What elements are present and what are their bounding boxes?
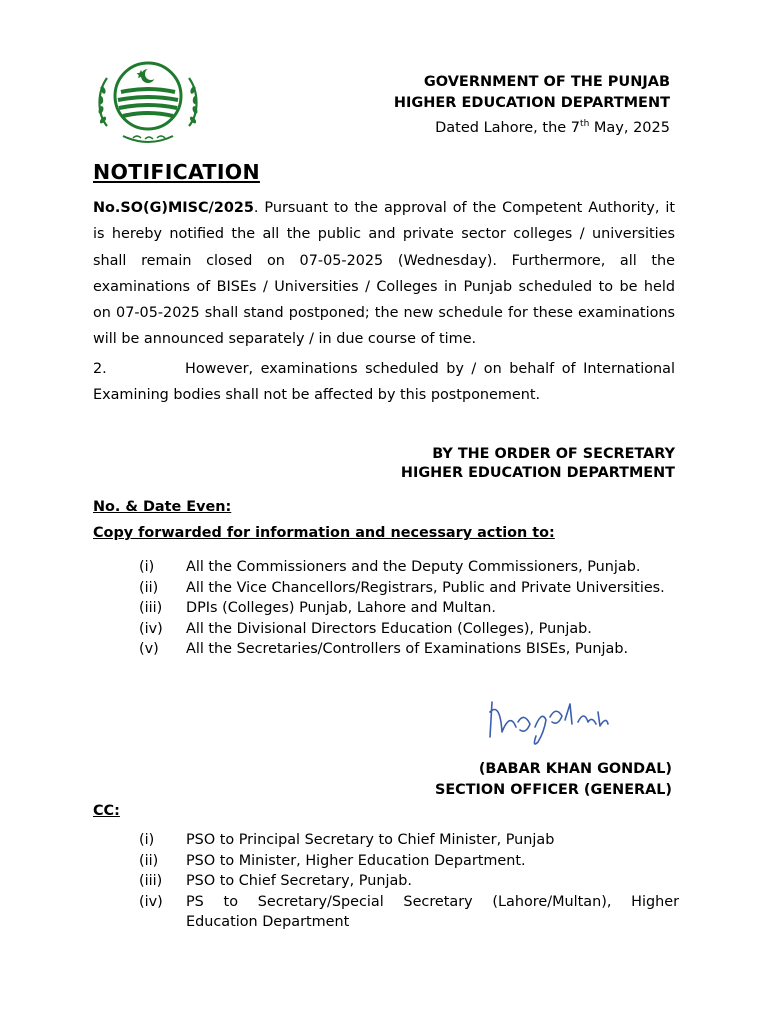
issue-date: Dated Lahore, the 7th May, 2025 <box>435 119 670 136</box>
order-authority <box>330 445 675 483</box>
order-line: BY THE ORDER OF SECRETARY <box>432 446 675 462</box>
cc-heading: CC: <box>93 803 120 819</box>
department-name: HIGHER EDUCATION DEPARTMENT <box>393 95 670 111</box>
government-name: GOVERNMENT OF THE PUNJAB <box>423 74 670 90</box>
list-item: (v) All the Secretaries/Controllers of Examinations BISEs, Punjab. <box>139 641 629 657</box>
order-department: HIGHER EDUCATION DEPARTMENT <box>400 465 675 481</box>
list-item: (iii) PSO to Chief Secretary, Punjab. <box>139 873 412 889</box>
no-date-even-heading: No. & Date Even: <box>93 499 232 515</box>
exception-paragraph <box>93 356 675 409</box>
paragraph-number: 2. <box>93 361 107 377</box>
cc-list <box>139 830 679 933</box>
notification-body-paragraph <box>93 195 675 353</box>
officer-designation: SECTION OFFICER (GENERAL) <box>434 782 672 798</box>
list-item: (ii) PSO to Minister, Higher Education Department. <box>139 852 526 869</box>
signing-officer <box>380 759 672 801</box>
list-item: (iii) DPIs (Colleges) Punjab, Lahore and Multan. <box>139 600 496 616</box>
list-item: (i) PSO to Principal Secretary to Chief Minister, Punjab <box>139 832 555 848</box>
list-item: (iv) All the Divisional Directors Education (Colleges), Punjab. <box>139 620 592 637</box>
handwritten-signature <box>480 672 620 752</box>
reference-number: No.SO(G)MISC/2025 <box>93 200 254 216</box>
paragraph-text: However, examinations scheduled by / on behalf of International Examining bodies shall not be affected by this postponement. <box>93 361 675 404</box>
notification-title: NOTIFICATION <box>93 160 260 184</box>
list-item: (i) All the Commissioners and the Deputy Commissioners, Punjab. <box>139 559 641 575</box>
list-item: (iv) PS to Secretary/Special Secretary (Lahore/Multan), Higher Education Department <box>139 893 679 930</box>
paragraph-text: . Pursuant to the approval of the Competent Authority, it is hereby notified the all the public and private sector colleges / universities shall remain closed on 07-05-2025 (Wednesday). Furthermore, all the examinations of BISEs / Universities / Colleges in Punjab scheduled to be held on 07-05-2025 shall stand postponed; the new schedule for these examinations will be announced separately / in due course of time. <box>93 200 675 348</box>
list-item: (ii) All the Vice Chancellors/Registrars, Public and Private Universities. <box>139 579 665 596</box>
letterhead <box>330 72 670 139</box>
officer-name: (BABAR KHAN GONDAL) <box>478 761 672 777</box>
copy-forwarded-list <box>139 557 679 660</box>
copy-forwarded-heading: Copy forwarded for information and necessary action to: <box>93 525 555 541</box>
punjab-government-logo <box>93 56 203 148</box>
